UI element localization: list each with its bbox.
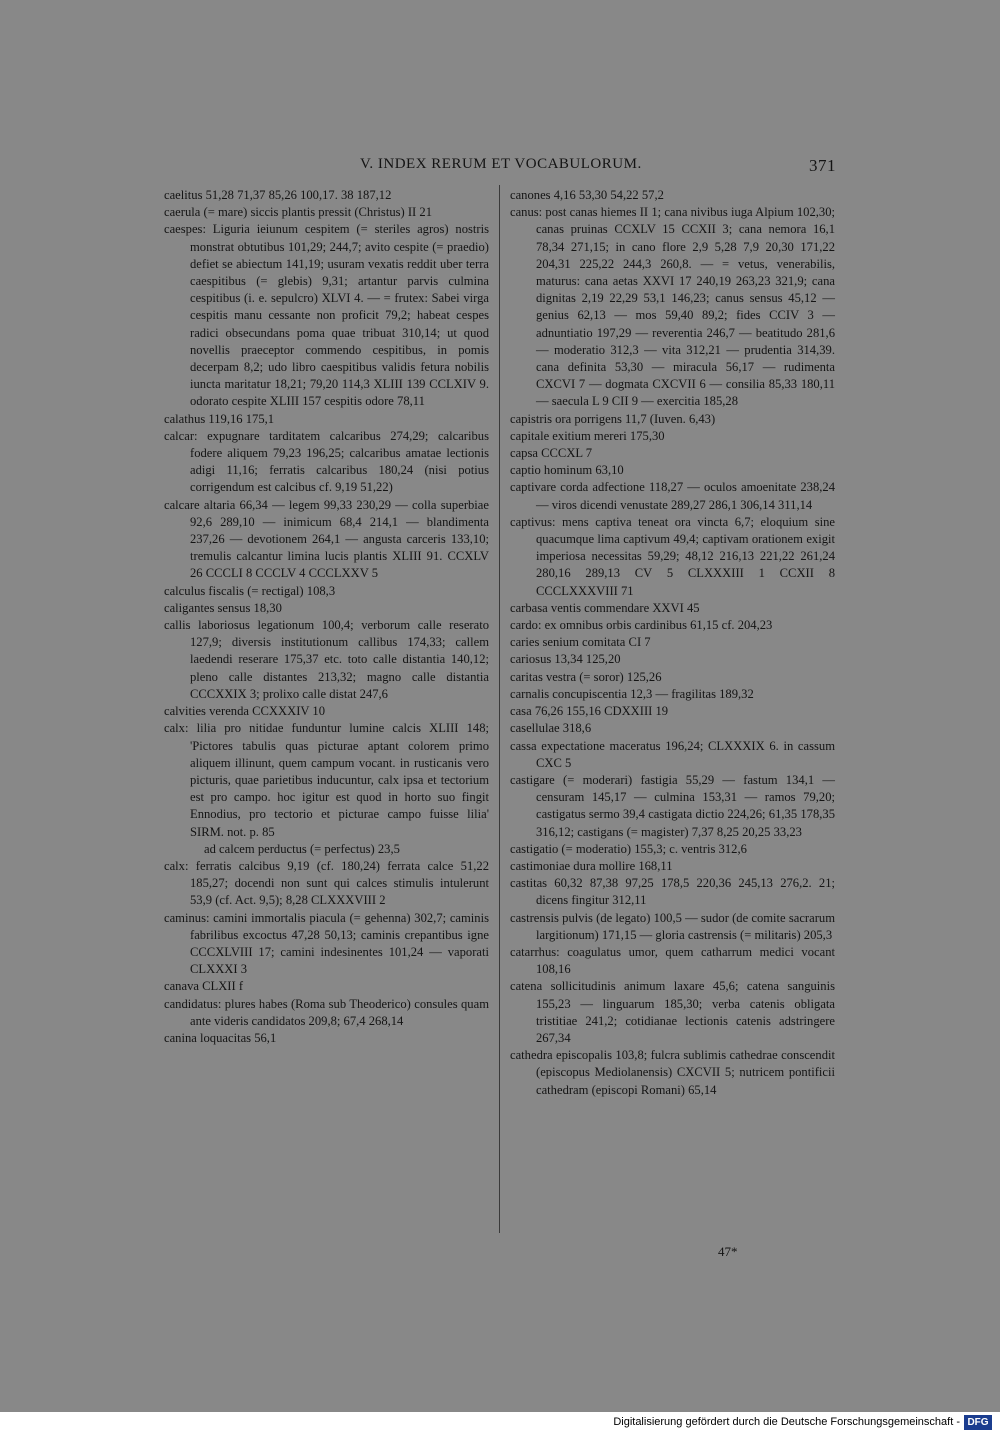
index-entry: castigare (= moderari) fastigia 55,29 — fastum 134,1 — censuram 145,17 — culmina 153,31 — ramos 79,20; castigatus sermo 39,4 castigata dictio 224,26; 61,35 178,35 316,12; castigans (= magister) 7,37 8,25 20,25 33,23	[510, 772, 835, 839]
index-entry: cariosus 13,34 125,20	[510, 652, 621, 667]
index-entry: calcar: expugnare tarditatem calcaribus 274,29; calcaribus fodere aliquem 79,23 196,25; calcaribus amatae lectionis adigi 11,16; ferratis calcaribus 180,24 (nisi potius corrigendum est calcibus cf. 9,19 51,22)	[164, 428, 489, 495]
index-entry: carnalis concupiscentia 12,3 — fragilitas 189,32	[510, 686, 754, 701]
index-entry: caerula (= mare) siccis plantis pressit (Christus) II 21	[164, 205, 432, 220]
index-entry: captivus: mens captiva teneat ora vincta 6,7; eloquium sine quacumque lima captivum 49,4; captivam orationem exigit imperiosa necessitas 59,29; 48,12 216,13 221,22 261,24 280,16 289,13 CV 5 CLXXXIII 1 CCXII 8 CCCLXXXVIII 71	[510, 514, 835, 598]
index-entry: canina loquacitas 56,1	[164, 1030, 277, 1045]
index-entry: canones 4,16 53,30 54,22 57,2	[510, 188, 664, 202]
index-entry: calvities verenda CCXXXIV 10	[164, 704, 326, 719]
index-entry: casa 76,26 155,16 CDXXIII 19	[510, 704, 669, 719]
footer-bar	[0, 1412, 1000, 1434]
index-entry: casellulae 318,6	[510, 721, 592, 736]
index-entry: cassa expectatione maceratus 196,24; CLXXXIX 6. in cassum CXC 5	[510, 738, 835, 770]
index-entry: capitale exitium mereri 175,30	[510, 428, 665, 443]
index-entry: castigatio (= moderatio) 155,3; c. ventris 312,6	[510, 841, 747, 856]
index-entry: captio hominum 63,10	[510, 463, 624, 478]
index-subentry: ad calcem perductus (= perfectus) 23,5	[204, 841, 400, 856]
funding-notice: Digitalisierung gefördert durch die Deutsche Forschungsgemeinschaft -	[613, 1416, 960, 1428]
index-entry: calcare altaria 66,34 — legem 99,33 230,29 — colla superbiae 92,6 289,10 — inimicum 68,4 214,1 — blandimenta 237,26 — devotionem 264,1 — angusta carceris 133,10; tremulis calcantur limina lucis plantis XLIII 91. CCXLV 26 CCCLI 8 CCCLV 4 CCCLXXV 5	[164, 497, 489, 581]
index-entry: calx: lilia pro nitidae funduntur lumine calcis XLIII 148; 'Pictores tabulis quas picturae aptant colorem primo aliquem illinunt, quem campum vocant. in rusticanis vero picturis, quae parietibus inducuntur, calx ipsa et tectorium est pro campo. hoc igitur est quod in horto suo fingit Ennodius, pro tectorio et picturae campo fuisse lilia' SIRM. not. p. 85	[164, 721, 489, 839]
index-entry: caritas vestra (= soror) 125,26	[510, 669, 662, 684]
index-entry: capsa CCCXL 7	[510, 446, 593, 461]
index-entry: caminus: camini immortalis piacula (= gehenna) 302,7; caminis fabrilibus excoctus 47,28 50,13; caminis crepantibus igne CCCXLVIII 17; camini indesinentes 101,24 — vaporati CLXXXI 3	[164, 910, 489, 977]
running-header	[340, 156, 840, 178]
index-entry: carbasa ventis commendare XXVI 45	[510, 600, 700, 615]
index-column-left	[164, 187, 489, 1047]
index-entry: caelitus 51,28 71,37 85,26 100,17. 38 187,12	[164, 188, 392, 202]
index-entry: calathus 119,16 175,1	[164, 411, 275, 426]
dfg-logo: DFG	[964, 1415, 992, 1430]
index-entry: callis laboriosus legationum 100,4; verborum calle reserato 127,9; diversis institutionum callibus 174,33; callem laedendi reserare 175,37 etc. toto calle distantia 140,12; pleno calle distantes 213,32; magno calle distantia CCCXXIX 3; prolixo calle distat 247,6	[164, 618, 489, 701]
index-entry: canava CLXII f	[164, 979, 244, 994]
index-entry: castitas 60,32 87,38 97,25 178,5 220,36 245,13 276,2. 21; dicens fingitur 312,11	[510, 876, 835, 908]
index-entry: caespes: Liguria ieiunum cespitem (= steriles agros) nostris monstrat obtutibus 101,29; 244,7; avito cespite (= praedio) defiet se abiectum 141,19; usuram vexatis reddit uber terra caespitibus (= glebis) 9,31; artantur parvis culmina cespitibus (i. e. sepulcro) XLVI 4. — = frutex: Sabei virga cespitis manu cessante non proficit 79,2; habeat cespes radici obsecundans poma quae tribuat 310,14; ut quod novellis praeceptor commendo cespitibus, in pomis decerpam 8,2; udo libro caespitibus validis fetura nobilis iuncta maritatur 18,21; 79,20 114,3 XLIII 139 CCLXIV 9. odorato cespite XLIII 157 cespitis odore 78,11	[164, 222, 489, 409]
index-entry: caries senium comitata CI 7	[510, 635, 651, 650]
index-entry: castrensis pulvis (de legato) 100,5 — sudor (de comite sacrarum largitionum) 171,15 — gloria castrensis (= militaris) 205,3	[510, 910, 835, 942]
index-entry: canus: post canas hiemes II 1; cana nivibus iuga Alpium 102,30; canas pruinas CCXLV 15 CCXII 3; cana nemora 16,1 78,34 271,15; in cano flore 2,9 5,28 7,9 20,30 171,22 204,31 225,22 244,3 260,8. — = vetus, venerabilis, maturus: cana aetas XXVI 17 240,19 263,23 321,9; cana dignitas 2,19 22,29 53,1 146,23; canus sensus 45,12 — genius 62,13 — mos 59,40 89,2; fides CCIV 3 — adnuntiatio 197,29 — reverentia 246,7 — beatitudo 281,6 — moderatio 312,3 — vita 312,21 — prudentia 314,39. cana definita 53,30 — miracula 56,17 — rudimenta CXCVI 7 — dogmata CXCVII 6 — consilia 85,33 180,11 — saecula L 9 CII 9 — exercitia 185,28	[510, 205, 835, 409]
index-entry: caligantes sensus 18,30	[164, 600, 282, 615]
index-entry: calculus fiscalis (= rectigal) 108,3	[164, 583, 336, 598]
index-entry: castimoniae dura mollire 168,11	[510, 858, 673, 873]
page-number: 371	[809, 156, 836, 175]
column-divider	[499, 185, 500, 1233]
index-entry: catarrhus: coagulatus umor, quem catharrum medici vocant 108,16	[510, 944, 835, 977]
section-title: V. INDEX RERUM ET VOCABULORUM.	[360, 156, 642, 172]
signature-mark: 47*	[718, 1244, 738, 1259]
index-column-right	[510, 187, 835, 1099]
index-entry: capistris ora porrigens 11,7 (Iuven. 6,43)	[510, 411, 716, 426]
index-entry: catena sollicitudinis animum laxare 45,6; catena sanguinis 155,23 — linguarum 185,30; verba catenis obligata tristitiae 241,2; cotidianae lectionis catenis adstringere 267,34	[510, 979, 835, 1045]
index-entry: calx: ferratis calcibus 9,19 (cf. 180,24) ferrata calce 51,22 185,27; docendi non sunt qui calces stimulis intulerunt 53,9 (cf. Act. 9,5); 8,28 CLXXXVIII 2	[164, 858, 489, 908]
index-entry: captivare corda adfectione 118,27 — oculos amoenitate 238,24 — viros dicendi venustate 289,27 286,1 306,14 311,14	[510, 480, 835, 512]
index-entry: cathedra episcopalis 103,8; fulcra sublimis cathedrae conscendit (episcopus Mediolanensis) CXCVII 5; nutricem pontificii cathedram (episcopi Romani) 65,14	[510, 1048, 835, 1097]
index-entry: candidatus: plures habes (Roma sub Theoderico) consules quam ante videris candidatos 209,8; 67,4 268,14	[164, 996, 489, 1028]
index-entry: cardo: ex omnibus orbis cardinibus 61,15 cf. 204,23	[510, 618, 773, 633]
